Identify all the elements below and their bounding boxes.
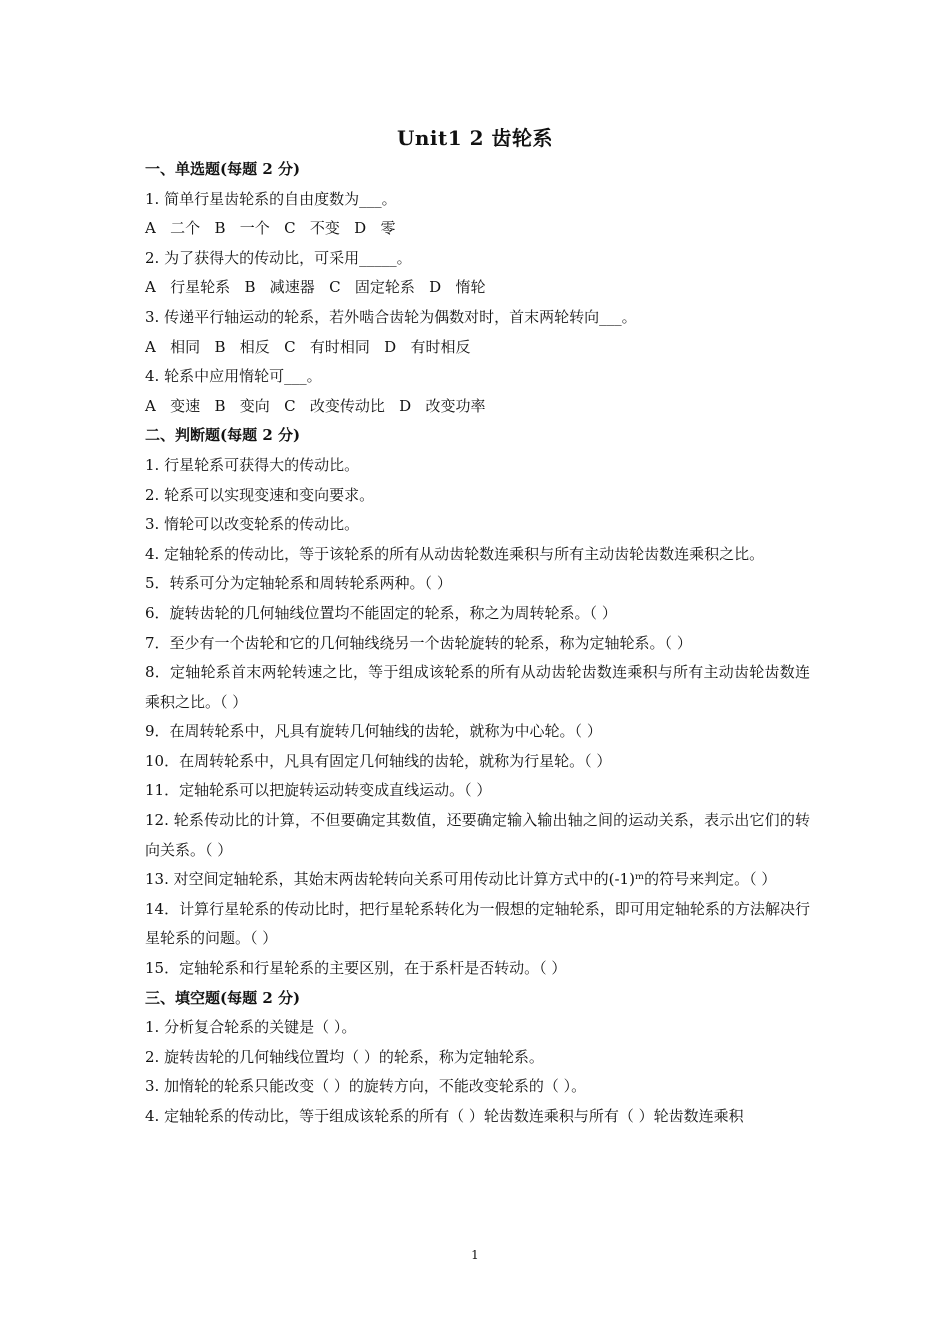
judge-item-1: 1. 行星轮系可获得大的传动比。 <box>145 455 360 474</box>
judge-item-2: 2. 轮系可以实现变速和变向要求。 <box>145 485 375 504</box>
fill-item-2: 2. 旋转齿轮的几何轴线位置均（ ）的轮系，称为定轴轮系。 <box>145 1047 544 1066</box>
judge-item-3: 3. 惰轮可以改变轮系的传动比。 <box>145 515 360 534</box>
judge-item-5: 5．转系可分为定轴轮系和周转轮系两种。（ ） <box>145 574 452 593</box>
judge-item-10: 10．在周转轮系中，凡具有固定几何轴线的齿轮，就称为行星轮。（ ） <box>145 751 612 770</box>
judge-item-13: 13. 对空间定轴轮系，其始末两齿轮转向关系可用传动比计算方式中的(-1)ᵐ的符号来判定。（ ） <box>145 870 777 889</box>
judge-item-7: 7．至少有一个齿轮和它的几何轴线绕另一个齿轮旋转的轮系，称为定轴轮系。（ ） <box>145 633 692 652</box>
section-heading-fill-blank: 三、填空题(每题 2 分) <box>145 988 301 1007</box>
judge-item-8: 8．定轴轮系首末两轮转速之比，等于组成该轮系的所有从动齿轮齿数连乘积与所有主动齿轮齿数连乘积之比。（ ） <box>145 663 810 711</box>
judge-item-11: 11．定轴轮系可以把旋转运动转变成直线运动。（ ） <box>145 781 492 800</box>
fill-item-3: 3. 加惰轮的轮系只能改变（ ）的旋转方向，不能改变轮系的（ ）。 <box>145 1077 587 1096</box>
question-3-options: A 相同 B 相反 C 有时相同 D 有时相反 <box>145 337 471 356</box>
question-2-options: A 行星轮系 B 减速器 C 固定轮系 D 惰轮 <box>145 278 486 297</box>
page-number: 1 <box>471 1248 479 1262</box>
judge-item-14: 14．计算行星轮系的传动比时，把行星轮系转化为一假想的定轴轮系，即可用定轴轮系的方法解决行星轮系的问题。（ ） <box>145 899 810 948</box>
question-4-options: A 变速 B 变向 C 改变传动比 D 改变功率 <box>145 396 486 415</box>
section-heading-single-choice: 一、单选题(每题 2 分) <box>145 160 301 178</box>
judge-item-15: 15．定轴轮系和行星轮系的主要区别，在于系杆是否转动。（ ） <box>145 959 567 978</box>
document-body <box>145 155 810 1132</box>
fill-item-1: 1. 分析复合轮系的关键是（ ）。 <box>145 1018 357 1037</box>
judge-item-9: 9．在周转轮系中，凡具有旋转几何轴线的齿轮，就称为中心轮。（ ） <box>145 722 602 741</box>
section-heading-true-false: 二、判断题(每题 2 分) <box>145 426 301 445</box>
question-2: 2. 为了获得大的传动比，可采用_____。 <box>145 248 412 267</box>
document-title: Unit1 2 齿轮系 <box>396 126 554 150</box>
judge-item-6: 6．旋转齿轮的几何轴线位置均不能固定的轮系，称之为周转轮系。（ ） <box>145 603 617 622</box>
fill-item-4: 4. 定轴轮系的传动比，等于组成该轮系的所有（ ）轮齿数连乘积与所有（ ）轮齿数连乘积 <box>145 1107 744 1125</box>
question-1: 1. 简单行星齿轮系的自由度数为___。 <box>145 189 397 208</box>
judge-item-4: 4. 定轴轮系的传动比，等于该轮系的所有从动齿轮数连乘积与所有主动齿轮齿数连乘积之比。 <box>145 544 765 563</box>
question-1-options: A 二个 B 一个 C 不变 D 零 <box>145 219 396 238</box>
judge-item-12: 12. 轮系传动比的计算，不但要确定其数值，还要确定输入输出轴之间的运动关系，表示出它们的转向关系。（ ） <box>145 811 810 859</box>
question-4: 4. 轮系中应用惰轮可___。 <box>145 367 322 386</box>
question-3: 3. 传递平行轴运动的轮系，若外啮合齿轮为偶数对时，首末两轮转向___。 <box>145 307 637 326</box>
